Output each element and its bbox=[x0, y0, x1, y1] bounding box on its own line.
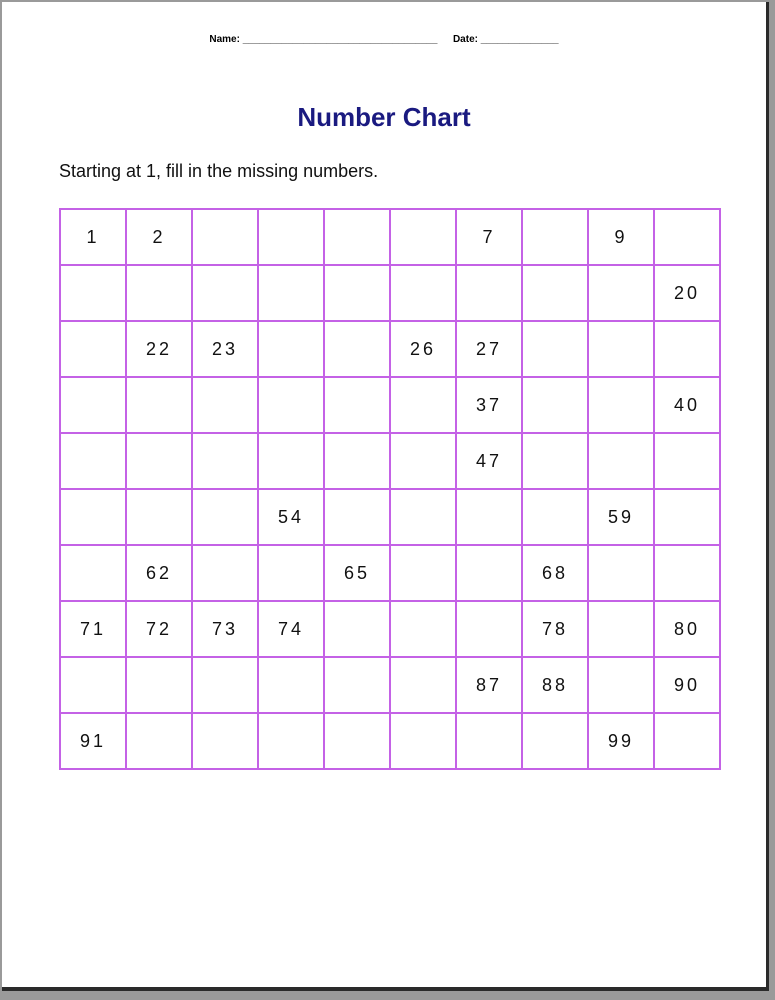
grid-cell-blank[interactable] bbox=[258, 545, 324, 601]
date-label: Date: bbox=[452, 34, 478, 45]
grid-row bbox=[60, 713, 720, 769]
grid-cell-number: 2 bbox=[126, 209, 192, 265]
grid-cell-blank[interactable] bbox=[390, 209, 456, 265]
grid-cell-blank[interactable] bbox=[456, 265, 522, 321]
grid-cell-blank[interactable] bbox=[60, 433, 126, 489]
grid-cell-blank[interactable] bbox=[522, 433, 588, 489]
grid-cell-number: 65 bbox=[324, 545, 390, 601]
worksheet-page bbox=[2, 2, 769, 991]
grid-cell-blank[interactable] bbox=[654, 209, 720, 265]
grid-cell-blank[interactable] bbox=[126, 377, 192, 433]
grid-cell-blank[interactable] bbox=[456, 489, 522, 545]
grid-cell-blank[interactable] bbox=[258, 265, 324, 321]
grid-cell-number: 7 bbox=[456, 209, 522, 265]
grid-row bbox=[60, 657, 720, 713]
grid-cell-number: 87 bbox=[456, 657, 522, 713]
grid-cell-blank[interactable] bbox=[456, 545, 522, 601]
grid-cell-number: 27 bbox=[456, 321, 522, 377]
grid-cell-number: 74 bbox=[258, 601, 324, 657]
grid-cell-blank[interactable] bbox=[588, 321, 654, 377]
grid-cell-number: 62 bbox=[126, 545, 192, 601]
grid-cell-blank[interactable] bbox=[192, 545, 258, 601]
grid-row bbox=[60, 601, 720, 657]
grid-cell-number: 99 bbox=[588, 713, 654, 769]
grid-cell-blank[interactable] bbox=[60, 657, 126, 713]
grid-cell-blank[interactable] bbox=[192, 265, 258, 321]
grid-cell-blank[interactable] bbox=[324, 433, 390, 489]
grid-cell-blank[interactable] bbox=[654, 713, 720, 769]
grid-cell-blank[interactable] bbox=[324, 601, 390, 657]
grid-cell-number: 91 bbox=[60, 713, 126, 769]
grid-cell-blank[interactable] bbox=[258, 657, 324, 713]
grid-row bbox=[60, 433, 720, 489]
grid-cell-number: 47 bbox=[456, 433, 522, 489]
grid-cell-blank[interactable] bbox=[192, 657, 258, 713]
grid-cell-blank[interactable] bbox=[60, 265, 126, 321]
grid-cell-blank[interactable] bbox=[522, 377, 588, 433]
grid-cell-blank[interactable] bbox=[258, 377, 324, 433]
grid-cell-blank[interactable] bbox=[390, 601, 456, 657]
grid-cell-blank[interactable] bbox=[390, 489, 456, 545]
grid-cell-blank[interactable] bbox=[522, 265, 588, 321]
name-line[interactable]: ___________________________________ bbox=[242, 34, 438, 45]
grid-cell-number: 22 bbox=[126, 321, 192, 377]
page-title: Number Chart bbox=[297, 102, 471, 132]
grid-cell-blank[interactable] bbox=[60, 489, 126, 545]
grid-cell-blank[interactable] bbox=[654, 545, 720, 601]
grid-cell-number: 40 bbox=[654, 377, 720, 433]
grid-cell-blank[interactable] bbox=[390, 545, 456, 601]
grid-cell-blank[interactable] bbox=[126, 657, 192, 713]
grid-row bbox=[60, 489, 720, 545]
grid-cell-number: 26 bbox=[390, 321, 456, 377]
grid-cell-blank[interactable] bbox=[390, 377, 456, 433]
grid-cell-blank[interactable] bbox=[522, 209, 588, 265]
grid-cell-blank[interactable] bbox=[258, 713, 324, 769]
grid-cell-blank[interactable] bbox=[258, 321, 324, 377]
grid-cell-blank[interactable] bbox=[324, 377, 390, 433]
grid-cell-number: 78 bbox=[522, 601, 588, 657]
number-chart-grid bbox=[59, 208, 721, 770]
grid-cell-blank[interactable] bbox=[324, 713, 390, 769]
grid-cell-blank[interactable] bbox=[324, 657, 390, 713]
name-label: Name: bbox=[209, 34, 240, 45]
grid-cell-blank[interactable] bbox=[192, 209, 258, 265]
grid-cell-blank[interactable] bbox=[390, 265, 456, 321]
grid-cell-number: 73 bbox=[192, 601, 258, 657]
grid-cell-number: 37 bbox=[456, 377, 522, 433]
grid-cell-blank[interactable] bbox=[654, 433, 720, 489]
grid-cell-blank[interactable] bbox=[192, 713, 258, 769]
grid-cell-blank[interactable] bbox=[522, 489, 588, 545]
grid-cell-number: 68 bbox=[522, 545, 588, 601]
grid-cell-blank[interactable] bbox=[324, 489, 390, 545]
grid-cell-blank[interactable] bbox=[60, 321, 126, 377]
name-date-header bbox=[2, 34, 766, 45]
grid-cell-blank[interactable] bbox=[192, 433, 258, 489]
grid-cell-blank[interactable] bbox=[192, 489, 258, 545]
grid-cell-blank[interactable] bbox=[324, 209, 390, 265]
grid-cell-blank[interactable] bbox=[126, 265, 192, 321]
grid-row bbox=[60, 377, 720, 433]
grid-cell-blank[interactable] bbox=[588, 545, 654, 601]
grid-row bbox=[60, 265, 720, 321]
grid-cell-number: 59 bbox=[588, 489, 654, 545]
grid-cell-number: 80 bbox=[654, 601, 720, 657]
grid-cell-blank[interactable] bbox=[390, 657, 456, 713]
grid-cell-number: 72 bbox=[126, 601, 192, 657]
grid-cell-blank[interactable] bbox=[522, 321, 588, 377]
grid-cell-blank[interactable] bbox=[390, 433, 456, 489]
grid-cell-blank[interactable] bbox=[588, 657, 654, 713]
grid-cell-blank[interactable] bbox=[588, 433, 654, 489]
grid-cell-blank[interactable] bbox=[654, 321, 720, 377]
grid-row bbox=[60, 209, 720, 265]
grid-cell-blank[interactable] bbox=[258, 433, 324, 489]
grid-cell-blank[interactable] bbox=[522, 713, 588, 769]
grid-cell-number: 23 bbox=[192, 321, 258, 377]
grid-cell-blank[interactable] bbox=[60, 545, 126, 601]
grid-cell-blank[interactable] bbox=[324, 265, 390, 321]
grid-cell-number: 9 bbox=[588, 209, 654, 265]
grid-cell-number: 54 bbox=[258, 489, 324, 545]
grid-row bbox=[60, 545, 720, 601]
instructions-text: Starting at 1, fill in the missing numbers. bbox=[59, 161, 379, 181]
grid-cell-blank[interactable] bbox=[588, 265, 654, 321]
grid-cell-number: 20 bbox=[654, 265, 720, 321]
grid-cell-blank[interactable] bbox=[192, 377, 258, 433]
grid-cell-blank[interactable] bbox=[588, 601, 654, 657]
grid-cell-blank[interactable] bbox=[324, 321, 390, 377]
date-line[interactable]: ______________ bbox=[480, 34, 559, 45]
grid-cell-blank[interactable] bbox=[390, 713, 456, 769]
grid-cell-blank[interactable] bbox=[126, 489, 192, 545]
grid-cell-blank[interactable] bbox=[126, 713, 192, 769]
grid-cell-blank[interactable] bbox=[588, 377, 654, 433]
grid-cell-blank[interactable] bbox=[126, 433, 192, 489]
grid-cell-blank[interactable] bbox=[654, 489, 720, 545]
grid-cell-blank[interactable] bbox=[456, 713, 522, 769]
grid-cell-number: 1 bbox=[60, 209, 126, 265]
grid-cell-number: 71 bbox=[60, 601, 126, 657]
grid-cell-blank[interactable] bbox=[60, 377, 126, 433]
grid-row bbox=[60, 321, 720, 377]
grid-cell-number: 90 bbox=[654, 657, 720, 713]
grid-cell-blank[interactable] bbox=[456, 601, 522, 657]
grid-cell-number: 88 bbox=[522, 657, 588, 713]
grid-cell-blank[interactable] bbox=[258, 209, 324, 265]
